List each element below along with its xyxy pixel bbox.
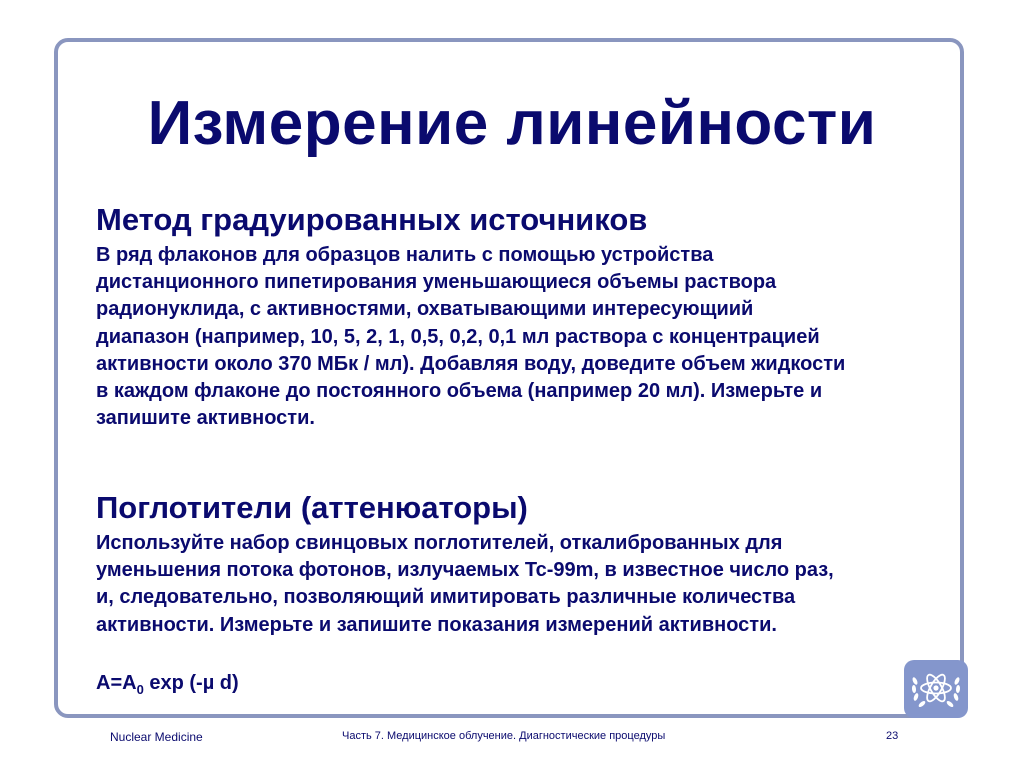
text-line: В ряд флаконов для образцов налить с помощью устройства (96, 244, 714, 266)
iaea-atom-olive-wreath-icon (907, 663, 965, 715)
text-line: и, следовательно, позволяющий имитировать различные количества (96, 586, 796, 609)
footer-page-number: 23 (886, 730, 899, 742)
iaea-logo (904, 660, 968, 718)
text-line: диапазон (например, 10, 5, 2, 1, 0,5, 0,2, 0,1 мл раствора с концентрацией (96, 325, 820, 348)
slide-title: Измерение линейности (147, 89, 877, 158)
section-heading: Поглотители (аттенюаторы) (96, 490, 528, 525)
text-line: активности около 370 МБк / мл). Добавляя воду, доведите объем жидкости (96, 352, 846, 375)
formula-subscript: 0 (136, 682, 144, 697)
text-line: Используйте набор свинцовых поглотителей, откалиброванных для (96, 532, 783, 554)
formula-suffix: exp (-µ d) (143, 672, 239, 694)
section-heading: Метод градуированных источников (96, 202, 648, 237)
footer-part-title: Часть 7. Медицинское облучение. Диагностические процедуры (342, 730, 666, 742)
section-graduated-sources (96, 202, 956, 432)
text-line: активности. Измерьте и запишите показания измерений активности. (96, 613, 777, 636)
text-line: радионуклида, с активностями, охватывающими интересующиий (96, 298, 754, 321)
section-text (96, 242, 956, 432)
formula-prefix: A=A (96, 672, 137, 694)
text-line: дистанционного пипетирования уменьшающиеся объемы раствора (96, 271, 777, 294)
attenuation-formula (96, 672, 239, 697)
footer-course-name: Nuclear Medicine (110, 730, 203, 744)
section-attenuators (96, 490, 956, 639)
text-line: уменьшения потока фотонов, излучаемых Tc-99m, в известное число раз, (96, 559, 834, 582)
section-text (96, 530, 956, 639)
text-line: в каждом флаконе до постоянного объема (например 20 мл). Измерьте и (96, 380, 823, 403)
text-line: запишите активности. (96, 407, 315, 430)
